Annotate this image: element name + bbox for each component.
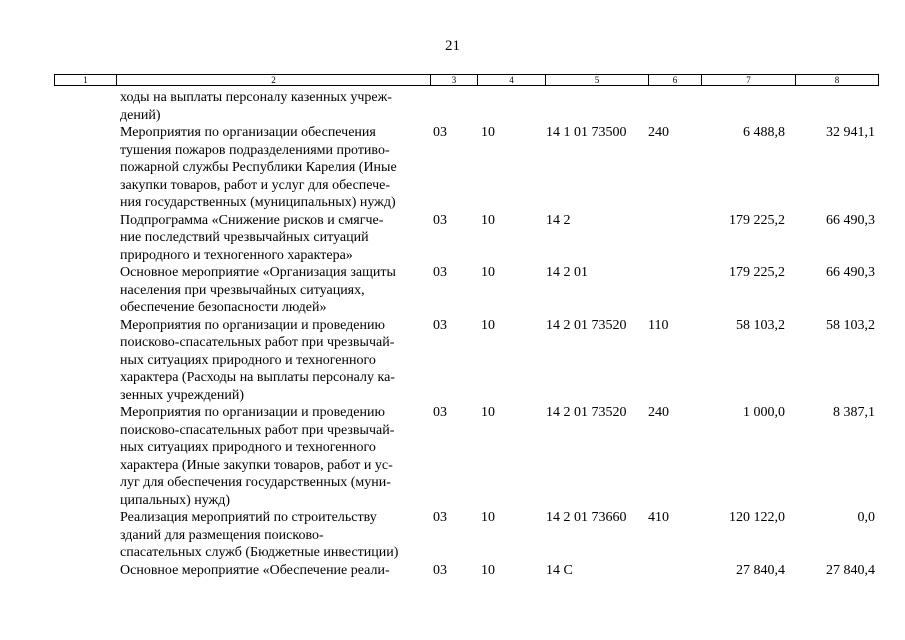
row-subsection-code: 10 xyxy=(481,562,495,578)
column-header-1: 1 xyxy=(83,75,88,85)
row-amount-2: 32 941,1 xyxy=(826,125,875,140)
row-amount-2: 8 387,1 xyxy=(833,405,875,420)
row-amount-2: 66 490,3 xyxy=(826,212,875,228)
row-amount-1: 58 103,2 xyxy=(736,317,785,333)
row-subsection-code: 10 xyxy=(481,405,495,420)
table-row xyxy=(0,317,905,405)
row-expense-type: 110 xyxy=(648,317,669,333)
row-name: Реализация мероприятий по строительству зданий для размещения поисково- спасательных служб (Бюджетные инвестиции) xyxy=(120,510,399,560)
table-row xyxy=(0,562,905,580)
row-target-article: 14 2 01 73520 xyxy=(546,405,627,420)
column-header-6: 6 xyxy=(648,75,701,85)
table-header-row xyxy=(54,74,879,86)
row-name: ходы на выплаты персоналу казенных учреж- дений) xyxy=(120,90,392,123)
row-amount-1: 6 488,8 xyxy=(743,125,785,140)
row-name: Мероприятия по организации и проведению поисково-спасательных работ при чрезвычай- ных ситуациях природного и техногенного характера (Расходы на выплаты персоналу ка- зенных учреждений) xyxy=(120,317,395,403)
row-amount-1: 179 225,2 xyxy=(729,212,785,228)
row-target-article: 14 2 01 xyxy=(546,265,588,280)
row-subsection-code: 10 xyxy=(481,510,495,525)
row-name: Мероприятия по организации и проведению поисково-спасательных работ при чрезвычай- ных ситуациях природного и техногенного характера (Иные закупки товаров, работ и ус- луг для обеспечения государственных (муни- ципальных) нужд) xyxy=(120,405,395,508)
row-expense-type: 240 xyxy=(648,405,669,420)
row-target-article: 14 2 xyxy=(546,212,571,228)
row-subsection-code: 10 xyxy=(481,317,495,333)
row-expense-type: 410 xyxy=(648,510,669,525)
row-subsection-code: 10 xyxy=(481,125,495,140)
row-amount-2: 27 840,4 xyxy=(826,562,875,578)
column-header-5: 5 xyxy=(545,75,648,85)
row-section-code: 03 xyxy=(433,212,447,228)
row-section-code: 03 xyxy=(433,265,447,280)
table-row xyxy=(0,509,905,562)
row-target-article: 14 1 01 73500 xyxy=(546,125,627,140)
column-header-3: 3 xyxy=(430,75,477,85)
column-header-2: 2 xyxy=(116,75,430,85)
row-section-code: 03 xyxy=(433,125,447,140)
row-subsection-code: 10 xyxy=(481,212,495,228)
table-row xyxy=(0,212,905,265)
column-header-8: 8 xyxy=(795,75,878,85)
row-amount-1: 27 840,4 xyxy=(736,562,785,578)
table-row xyxy=(0,89,905,124)
row-subsection-code: 10 xyxy=(481,265,495,280)
row-amount-1: 1 000,0 xyxy=(743,405,785,420)
row-section-code: 03 xyxy=(433,510,447,525)
column-header-7: 7 xyxy=(701,75,795,85)
row-section-code: 03 xyxy=(433,562,447,578)
page-number: 21 xyxy=(445,38,460,54)
budget-table-body xyxy=(0,89,905,579)
table-row xyxy=(0,404,905,509)
column-header-4: 4 xyxy=(477,75,545,85)
row-name: Мероприятия по организации обеспечения тушения пожаров подразделениями противо- пожарной службы Республики Карелия (Иные закупки товаров, работ и услуг для обеспече- ния государственных (муниципальных) нужд) xyxy=(120,125,397,210)
row-amount-1: 179 225,2 xyxy=(729,265,785,280)
table-row xyxy=(0,124,905,212)
table-row xyxy=(0,264,905,317)
row-amount-2: 66 490,3 xyxy=(826,265,875,280)
row-name: Основное мероприятие «Обеспечение реали- xyxy=(120,562,390,578)
row-amount-1: 120 122,0 xyxy=(729,510,785,525)
row-target-article: 14 C xyxy=(546,562,573,578)
row-amount-2: 58 103,2 xyxy=(826,317,875,333)
row-target-article: 14 2 01 73520 xyxy=(546,317,627,333)
row-target-article: 14 2 01 73660 xyxy=(546,510,627,525)
row-section-code: 03 xyxy=(433,317,447,333)
row-expense-type: 240 xyxy=(648,125,669,140)
row-name: Основное мероприятие «Организация защиты населения при чрезвычайных ситуациях, обеспечение безопасности людей» xyxy=(120,265,396,315)
row-section-code: 03 xyxy=(433,405,447,420)
row-amount-2: 0,0 xyxy=(857,510,875,525)
row-name: Подпрограмма «Снижение рисков и смягче- ние последствий чрезвычайных ситуаций природного и техногенного характера» xyxy=(120,212,384,263)
